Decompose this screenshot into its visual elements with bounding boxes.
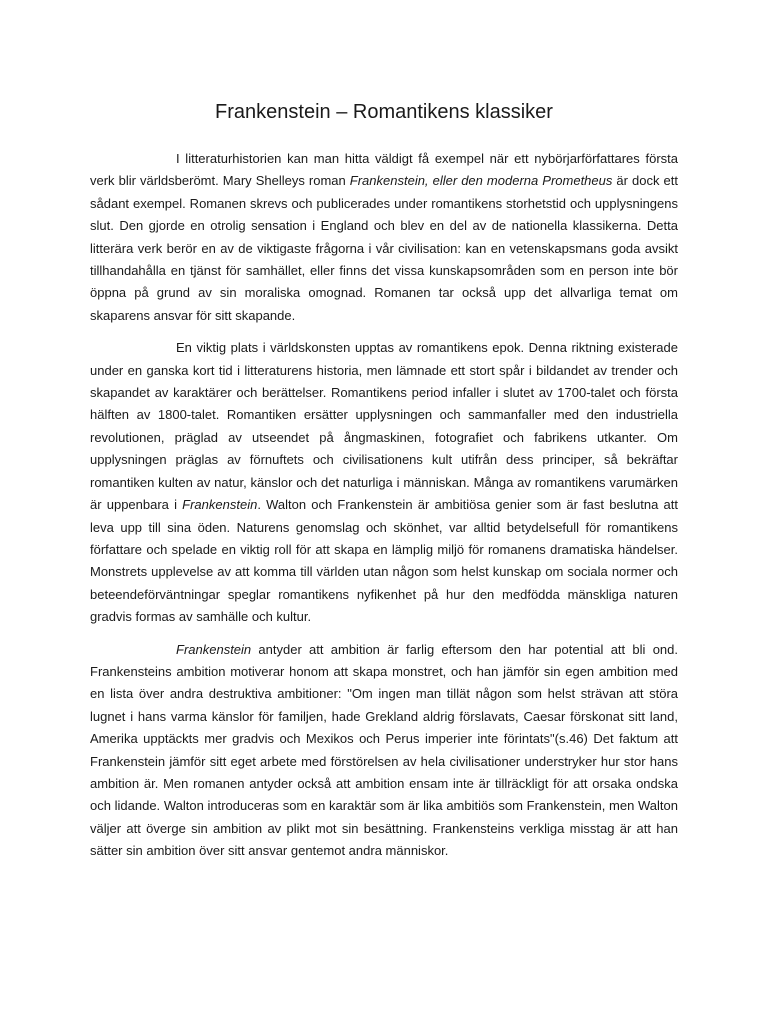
paragraph-text: I litteraturhistorien kan man hitta väldigt få exempel när ett nybörjarförfattares första verk blir världsberömt. Mary Shelleys roman [90,151,678,189]
italic-title-text: Frankenstein, eller den moderna Prometheus [349,173,613,189]
paragraph-text: . Walton och Frankenstein är ambitiösa genier som är fast beslutna att leva upp till sina öden. Naturens genomslag och skönhet, var alltid betydelsefull för romantikens författare och spelade en viktig roll för att skapa en lämplig miljö för romanens dramatiska händelser. Monstrets upplevelse av att komma till världen utan någon som helst kunskap om sociala normer och beteendeförväntningar speglar romantikens nyfikenhet på hur den medfödda mänskliga naturen gradvis formas av samhälle och kultur. [90,497,678,625]
paragraph-3 [90,639,678,863]
paragraph-1 [90,148,678,327]
paragraph-text: är dock ett sådant exempel. Romanen skrevs och publicerades under romantikens storhetstid och upplysningens slut. Den gjorde en otrolig sensation i England och blev en del av de nationella klassikerna. Detta litterära verk berör en av de viktigaste frågorna i vår civilisation: kan en vetenskapsmans goda avsikt tillhandahålla en tjänst för samhället, eller finns det vissa kunskapsområden som en person inte bör öppna på grund av sin moraliska omognad. Romanen tar också upp det allvarliga temat om skaparens ansvar för sitt skapande. [90,173,678,323]
paragraph-2 [90,337,678,628]
italic-title-text: Frankenstein [182,497,258,513]
paragraph-text: antyder att ambition är farlig eftersom den har potential att bli ond. Frankensteins ambition motiverar honom att skapa monstret, och han jämför sin egen ambition med en lista över andra destruktiva ambitioner: "Om ingen man tillät någon som helst strävan att störa lugnet i hans varma känslor för familjen, hade Grekland aldrig förslavats, Caesar förskonat sitt land, Amerika upptäckts mer gradvis och Mexikos och Perus imperier inte förintats"(s.46) Det faktum att Frankenstein jämför sitt eget arbete med förstörelsen av hela civilisationer understryker hur stor hans ambition är. Men romanen antyder också att ambition ensam inte är tillräckligt för att orsaka ondska och lidande. Walton introduceras som en karaktär som är lika ambitiös som Frankenstein, men Walton väljer att överge sin ambition av plikt mot sin besättning. Frankensteins verkliga misstag är att han sätter sin ambition över sitt ansvar gentemot andra människor. [90,641,678,859]
document-body [90,148,678,873]
document-title: Frankenstein – Romantikens klassiker [215,101,553,123]
paragraph-text: En viktig plats i världskonsten upptas av romantikens epok. Denna riktning existerade under en ganska kort tid i litteraturens historia, men lämnade ett stort spår i bildandet av trender och skapandet av karaktärer och berättelser. Romantikens period infaller i slutet av 1700-talet och första hälften av 1800-talet. Romantiken ersätter upplysningen och sammanfaller med den industriella revolutionen, präglad av utseendet på ångmaskinen, fotografiet och fabrikens utkanter. Om upplysningen präglas av förnuftets och civilisationens kult utifrån dess principer, så bekräftar romantiken kulten av natur, känslor och det naturliga i människan. Många av romantikens varumärken är uppenbara i [90,340,678,513]
italic-title-text: Frankenstein [176,641,252,657]
